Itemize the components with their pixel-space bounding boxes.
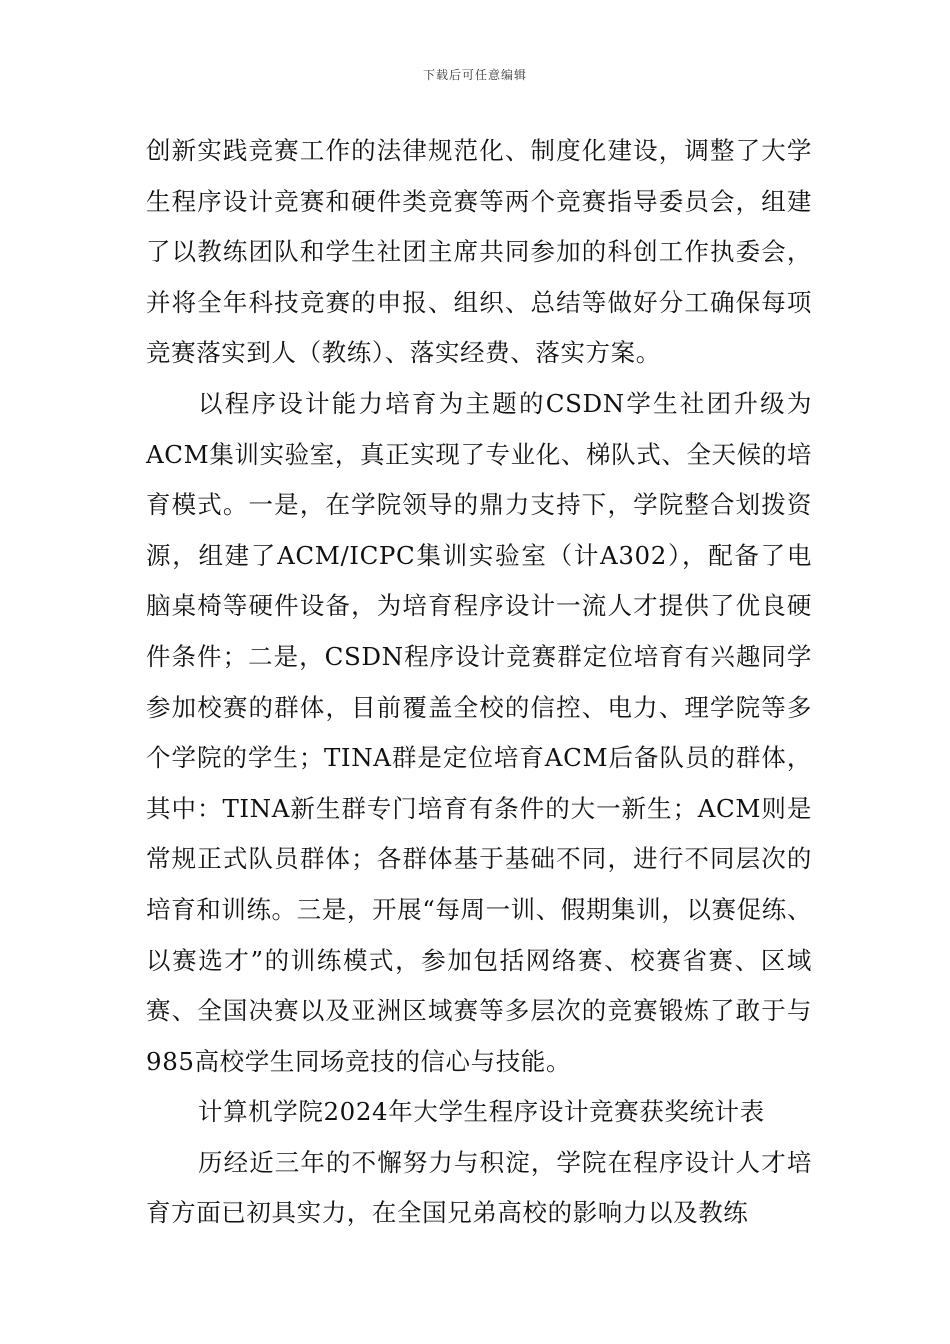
paragraph-2: 以程序设计能力培育为主题的CSDN学生社团升级为ACM集训实验室，真正实现了专业化、梯队式、全天候的培育模式。一是，在学院领导的鼎力支持下，学院整合划拨资源，组建了ACM/ICPC集训实验室（计A302），配备了电脑桌椅等硬件设备，为培育程序设计一流人才提供了优良硬件条件；二是，CSDN程序设计竞赛群定位培育有兴趣同学参加校赛的群体，目前覆盖全校的信控、电力、理学院等多个学院的学生；TINA群是定位培育ACM后备队员的群体，其中：TINA新生群专门培育有条件的大一新生；ACM则是常规正式队员群体；各群体基于基础不同，进行不同层次的培育和训练。三是，开展“每周一训、假期集训，以赛促练、以赛选才”的训练模式，参加包括网络赛、校赛省赛、区域赛、全国决赛以及亚洲区域赛等多层次的竞赛锻炼了敢于与985高校学生同场竞技的信心与技能。 bbox=[146, 388, 812, 1076]
document-body bbox=[146, 126, 812, 1239]
paragraph-1: 创新实践竞赛工作的法律规范化、制度化建设，调整了大学生程序设计竞赛和硬件类竞赛等两个竞赛指导委员会，组建了以教练团队和学生社团主席共同参加的科创工作执委会，并将全年科技竞赛的申报、组织、总结等做好分工确保每项竞赛落实到人（教练）、落实经费、落实方案。 bbox=[146, 136, 812, 368]
page-header: 下载后可任意编辑 bbox=[422, 68, 527, 82]
table-caption: 计算机学院2024年大学生程序设计竞赛获奖统计表 bbox=[198, 1097, 765, 1127]
paragraph-3: 历经近三年的不懈努力与积淀，学院在程序设计人才培育方面已初具实力，在全国兄弟高校的影响力以及教练 bbox=[146, 1147, 812, 1228]
